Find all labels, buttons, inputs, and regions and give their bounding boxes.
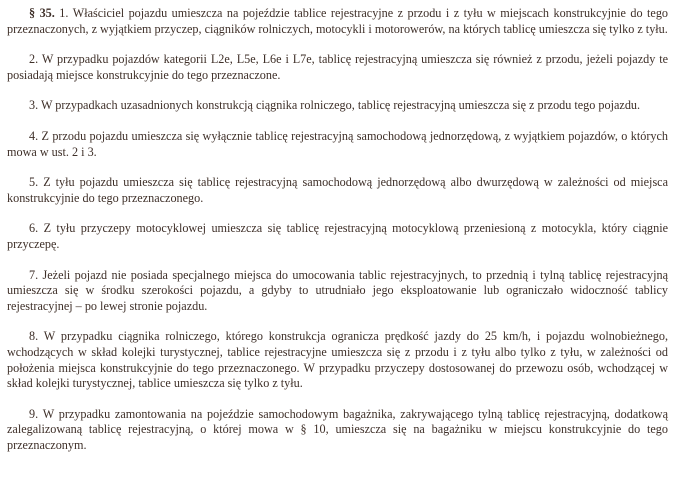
paragraph-text: Z tyłu pojazdu umieszcza się tablicę rejestracyjną samochodową jednorzędową albo dwurzędową w zależności od miejsca konstrukcyjnie do tego przeznaczonego. [7,175,668,205]
legal-paragraph-9 [7,407,668,454]
legal-paragraph-1 [7,6,668,37]
legal-paragraph-2 [7,52,668,83]
paragraph-text: W przypadkach uzasadnionych konstrukcją ciągnika rolniczego, tablicę rejestracyjną umieszcza się z przodu tego pojazdu. [40,98,641,113]
legal-paragraph-7 [7,268,668,315]
legal-paragraph-5 [7,175,668,206]
paragraph-text: Jeżeli pojazd nie posiada specjalnego miejsca do umocowania tablic rejestracyjnych, to przednią i tylną tablicę rejestracyjną umieszcza się w środku szerokości pojazdu, a gdyby to utrudniało jego eksploatowanie lub ograniczało widoczność tablicy rejestracyjnej – po lewej stronie pojazdu. [7,267,669,313]
paragraph-text: Z przodu pojazdu umieszcza się wyłącznie tablicę rejestracyjną samochodową jednorzędową, z wyjątkiem pojazdów, o których mowa w ust. 2 i 3. [7,128,668,159]
legal-paragraph-3 [7,98,668,114]
paragraph-number: 4. [29,128,39,143]
paragraph-text: W przypadku pojazdów kategorii L2e, L5e, L6e i L7e, tablicę rejestracyjną umieszcza się również z przodu, jeżeli pojazdy te posiadają miejsce konstrukcyjnie do tego przeznaczone. [7,52,669,82]
paragraph-number: 2. [29,52,39,67]
paragraph-number: 7. [29,267,39,282]
paragraph-number: 1. [59,6,69,20]
paragraph-number: 3. [29,98,39,113]
legal-paragraph-6 [7,221,668,252]
paragraph-text: Z tyłu przyczepy motocyklowej umieszcza się tablicę rejestracyjną motocyklową przeniesioną z motocykla, który ciągnie przyczepę. [7,221,668,251]
paragraph-number: 6. [29,221,39,236]
section-symbol: § 35. [29,6,55,20]
paragraph-text: Właściciel pojazdu umieszcza na pojeździe tablice rejestracyjne z przodu i z tyłu w miejscach konstrukcyjnie do tego przeznaczonych, z wyjątkiem przyczep, ciągników rolniczych, motocykli i motorowerów, na których tablicę umieszcza się tylko z tyłu. [7,6,669,36]
paragraph-text: W przypadku zamontowania na pojeździe samochodowym bagażnika, zakrywającego tylną tablicę rejestracyjną, dodatkową zalegalizowaną tablicę rejestracyjną, o której mowa w § 10, umieszcza się na bagażniku w miejscu konstrukcyjnie do tego przeznaczonym. [7,406,669,452]
paragraph-text: W przypadku ciągnika rolniczego, którego konstrukcja ogranicza prędkość jazdy do 25 km/h, i pojazdu wolnobieżnego, wchodzących w skład kolejki turystycznej, tablice rejestracyjne umieszcza się z przodu i z tyłu albo tylko z tyłu, w zależności od położenia miejsca konstrukcyjnie do tego przeznaczonego. W przypadku przyczepy dostosowanej do przewozu osób, wchodzącej w skład kolejki turystycznej, tablice umieszcza się tylko z tyłu. [7,329,668,391]
paragraph-number: 9. [29,406,39,421]
paragraph-number: 5. [29,175,39,190]
legal-paragraph-8 [7,329,668,391]
paragraph-number: 8. [29,329,39,344]
legal-paragraph-4 [7,129,668,160]
